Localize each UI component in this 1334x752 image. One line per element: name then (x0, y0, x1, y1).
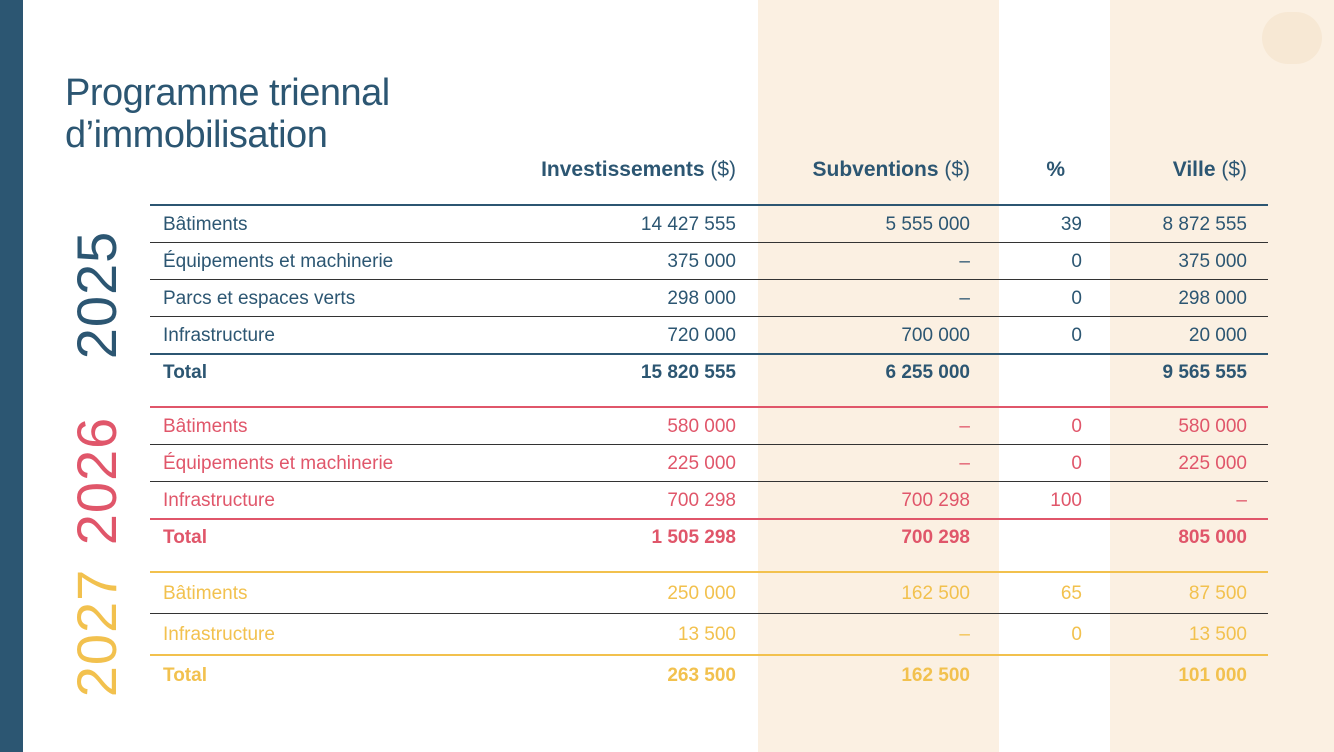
percent-cell: 0 (1071, 453, 1082, 474)
investissements-cell: 14 427 555 (640, 214, 736, 235)
percent-cell: 100 (1050, 490, 1082, 511)
ville-cell: 87 500 (1188, 583, 1247, 604)
row-label: Équipements et machinerie (163, 453, 394, 474)
percent-cell: 0 (1071, 624, 1082, 645)
percent-cell: 0 (1071, 251, 1082, 272)
subventions-cell: 162 500 (901, 665, 970, 686)
header-percent-label: % (1046, 158, 1065, 181)
subventions-cell: – (959, 416, 970, 437)
row-label: Infrastructure (163, 624, 275, 645)
header-percent (1046, 158, 1065, 186)
page-title (65, 72, 390, 156)
row-label: Total (163, 362, 207, 383)
ville-cell: 8 872 555 (1162, 214, 1247, 235)
investissements-cell: 720 000 (667, 325, 736, 346)
investissements-cell: 375 000 (667, 251, 736, 272)
table-row (150, 482, 1268, 519)
ville-cell: 805 000 (1178, 527, 1247, 548)
subventions-cell: – (959, 288, 970, 309)
total-row (150, 354, 1268, 391)
year-label: 2025 (65, 230, 128, 360)
subventions-cell: 700 000 (901, 325, 970, 346)
header-investissements-label: Investissements (541, 158, 705, 181)
ville-cell: – (1236, 490, 1247, 511)
investissements-cell: 15 820 555 (640, 362, 736, 383)
investissements-cell: 225 000 (667, 453, 736, 474)
title-line-2: d’immobilisation (65, 114, 328, 156)
header-ville-label: Ville (1172, 158, 1216, 181)
investissements-cell: 263 500 (667, 665, 736, 686)
ville-cell: 225 000 (1178, 453, 1247, 474)
table-row (150, 280, 1268, 317)
left-accent-bar (0, 0, 23, 752)
subventions-cell: 5 555 000 (885, 214, 970, 235)
investissements-cell: 700 298 (667, 490, 736, 511)
investissements-cell: 250 000 (667, 583, 736, 604)
subventions-cell: 700 298 (901, 490, 970, 511)
table-row (150, 243, 1268, 280)
subventions-cell: – (959, 251, 970, 272)
header-subventions (812, 158, 970, 186)
percent-cell: 0 (1071, 325, 1082, 346)
year-label: 2026 (65, 416, 128, 546)
investissements-cell: 298 000 (667, 288, 736, 309)
percent-cell: 65 (1060, 583, 1082, 604)
investissements-cell: 13 500 (677, 624, 736, 645)
row-label: Bâtiments (163, 583, 248, 604)
header-investissements-unit: ($) (704, 158, 736, 181)
investissements-cell: 1 505 298 (651, 527, 736, 548)
table-row (150, 445, 1268, 482)
row-label: Bâtiments (163, 214, 248, 235)
subventions-cell: 700 298 (901, 527, 970, 548)
subventions-cell: 162 500 (901, 583, 970, 604)
table-row (150, 614, 1268, 655)
total-row (150, 519, 1268, 556)
header-investissements (541, 158, 736, 186)
ville-cell: 375 000 (1178, 251, 1247, 272)
subventions-cell: – (959, 624, 970, 645)
percent-cell: 0 (1071, 288, 1082, 309)
table-row (150, 573, 1268, 614)
percent-cell: 0 (1071, 416, 1082, 437)
row-label: Infrastructure (163, 325, 275, 346)
row-label: Infrastructure (163, 490, 275, 511)
table-row (150, 408, 1268, 445)
title-line-1: Programme triennal (65, 72, 390, 114)
ville-cell: 101 000 (1178, 665, 1247, 686)
ville-cell: 298 000 (1178, 288, 1247, 309)
table-row (150, 206, 1268, 243)
ville-cell: 580 000 (1178, 416, 1247, 437)
row-label: Total (163, 665, 207, 686)
header-subventions-unit: ($) (938, 158, 970, 181)
percent-cell: 39 (1060, 214, 1082, 235)
total-row (150, 655, 1268, 696)
subventions-cell: – (959, 453, 970, 474)
ville-cell: 13 500 (1188, 624, 1247, 645)
subventions-cell: 6 255 000 (885, 362, 970, 383)
year-label: 2027 (65, 568, 128, 698)
ville-cell: 20 000 (1188, 325, 1247, 346)
header-subventions-label: Subventions (812, 158, 939, 181)
ville-cell: 9 565 555 (1162, 362, 1247, 383)
header-ville (1173, 158, 1247, 186)
corner-decoration (1262, 12, 1322, 64)
row-label: Parcs et espaces verts (163, 288, 356, 309)
investissements-cell: 580 000 (667, 416, 736, 437)
table-row (150, 317, 1268, 354)
header-ville-unit: ($) (1215, 158, 1247, 181)
row-label: Bâtiments (163, 416, 248, 437)
row-label: Équipements et machinerie (163, 251, 394, 272)
row-label: Total (163, 527, 207, 548)
